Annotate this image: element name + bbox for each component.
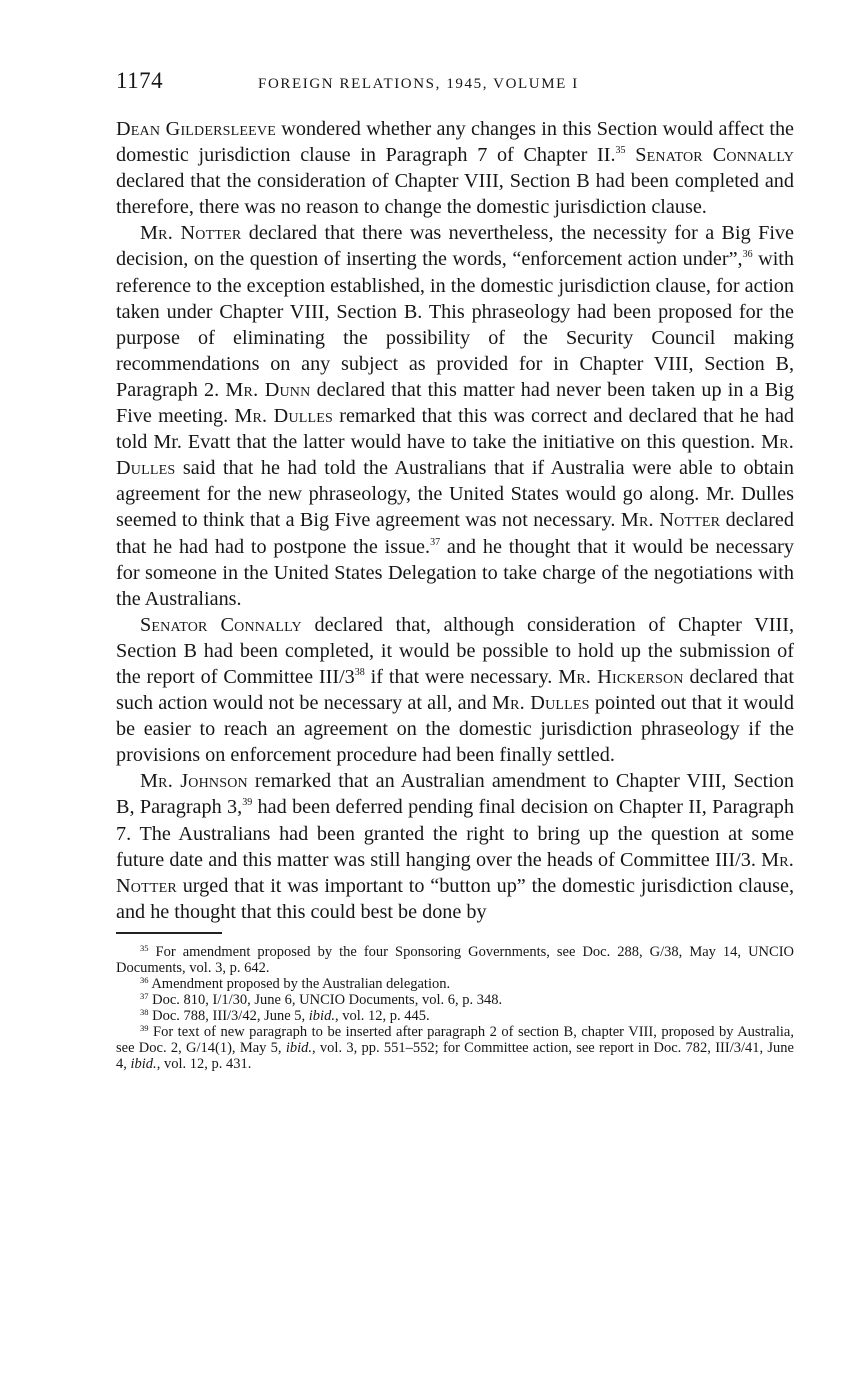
speaker-name: Senator Connally — [140, 613, 302, 636]
speaker-name: Mr. Notter — [620, 509, 721, 532]
running-title: FOREIGN RELATIONS, 1945, VOLUME I — [258, 76, 579, 92]
text-run: urged that it was important to “button up” the domestic jurisdiction clause, and he thought that this could best be done by — [116, 874, 794, 923]
text-run: , vol. 3, pp. 551–552; for Committee action, see report in Doc. 782, III/3/41, June 4, — [116, 1039, 794, 1072]
text-run: , vol. 12, p. 445. — [334, 1007, 430, 1024]
document-page — [116, 68, 795, 1072]
speaker-name: Senator Connally — [635, 144, 795, 167]
paragraph — [116, 220, 794, 611]
text-run: declared that, although consideration of Chapter VIII, Section B had been completed, it would be possible to hold up the submission of the report of Committee III/3 — [116, 613, 794, 688]
footnote-ref: 36 — [140, 974, 149, 985]
text-run: For amendment proposed by the four Sponsoring Governments, see Doc. 288, G/38, May 14, UNCIO Documents, vol. 3, p. 642. — [116, 943, 794, 976]
text-run: Doc. 788, III/3/42, June 5, — [148, 1007, 309, 1024]
text-run: Doc. 810, I/1/30, June 6, UNCIO Documents, vol. 6, p. 348. — [148, 991, 503, 1008]
footnote — [116, 976, 794, 992]
speaker-name: Mr. Notter — [116, 848, 794, 897]
footnote-ref: 37 — [140, 990, 149, 1001]
speaker-name: Mr. Dulles — [491, 692, 590, 715]
text-run: and he thought that it would be necessary for someone in the United States Delegation to take charge of the negotiations with the Australians. — [116, 535, 794, 610]
text-run: , vol. 12, p. 431. — [156, 1055, 252, 1072]
footnote-ref: 37 — [430, 536, 441, 548]
speaker-name: Mr. Johnson — [140, 770, 248, 793]
paragraph — [116, 768, 794, 925]
text-run: if that were necessary. — [364, 665, 559, 688]
footnote — [116, 944, 794, 976]
footnote-ref: 38 — [354, 666, 365, 678]
text-run: declared that such action would not be necessary at all, and — [116, 665, 794, 715]
italic-text: ibid. — [285, 1039, 313, 1056]
italic-text: ibid. — [130, 1055, 157, 1072]
speaker-name: Mr. Dulles — [116, 431, 794, 480]
italic-text: ibid. — [308, 1007, 335, 1024]
footnote — [116, 1008, 794, 1024]
footnote — [116, 992, 794, 1008]
text-run: remarked that an Australian amendment to Chapter VIII, Section B, Paragraph 3, — [116, 770, 794, 819]
speaker-name: Mr. Notter — [140, 222, 242, 245]
text-run: declared that there was nevertheless, the necessity for a Big Five decision, on the question of inserting the words, “enforcement action under”, — [116, 222, 794, 271]
text-run: declared that the consideration of Chapter VIII, Section B had been completed and therefore, there was no reason to change the domestic jurisdiction clause. — [116, 170, 794, 219]
footnote-ref: 35 — [615, 145, 626, 157]
text-run: Amendment proposed by the Australian delegation. — [148, 975, 451, 992]
text-run: had been deferred pending final decision on Chapter II, Paragraph 7. The Australians had been granted the right to bring up the question at some future date and this matter was still hanging over the heads of Committee III/3. — [116, 796, 794, 871]
speaker-name: Dean Gildersleeve — [116, 118, 276, 140]
speaker-name: Mr. Hickerson — [558, 665, 684, 688]
speaker-name: Mr. Dunn — [225, 378, 311, 401]
footnote-ref: 36 — [742, 249, 753, 261]
paragraph — [116, 116, 794, 220]
body-text — [116, 116, 794, 925]
footnote — [116, 1024, 794, 1072]
text-run — [626, 144, 636, 166]
speaker-name: Mr. Dulles — [234, 405, 334, 428]
footnotes — [116, 944, 794, 1072]
page-header — [116, 68, 794, 104]
text-run: said that he had told the Australians that if Australia were able to obtain agreement for the new phraseology, the United States would go along. Mr. Dulles seemed to think that a Big Five agreement was not necessary. — [116, 457, 794, 532]
text-run: wondered whether any changes in this Section would affect the domestic jurisdiction clause in Paragraph 7 of Chapter II. — [116, 118, 794, 167]
page-number: 1174 — [116, 68, 164, 93]
paragraph — [116, 612, 794, 769]
footnote-ref: 38 — [140, 1006, 149, 1017]
text-run: declared that this matter had never been taken up in a Big Five meeting. — [116, 378, 794, 428]
footnote-ref: 39 — [140, 1022, 149, 1033]
footnote-ref: 39 — [242, 797, 253, 809]
text-run: remarked that this was correct and declared that he had told Mr. Evatt that the latter would have to take the initiative on this question. — [116, 405, 795, 454]
text-run: For text of new paragraph to be inserted after paragraph 2 of section B, chapter VIII, proposed by Australia, see Doc. 2, G/14(1), May 5, — [116, 1023, 794, 1056]
footnote-ref: 35 — [140, 942, 149, 953]
text-run: declared that he had had to postpone the issue. — [116, 509, 794, 558]
text-run: with reference to the exception established, in the domestic jurisdiction clause, for action taken under Chapter VIII, Section B. This phraseology had been proposed for the purpose of eliminating the possibility of the Security Council making recommendations on any subject as provided for in Chapter VIII, Section B, Paragraph 2. — [116, 248, 795, 401]
text-run: pointed out that it would be easier to reach an agreement on the domestic jurisdiction phraseology if the provisions on enforcement procedure had been finally settled. — [116, 692, 794, 767]
footnote-divider — [116, 932, 222, 934]
